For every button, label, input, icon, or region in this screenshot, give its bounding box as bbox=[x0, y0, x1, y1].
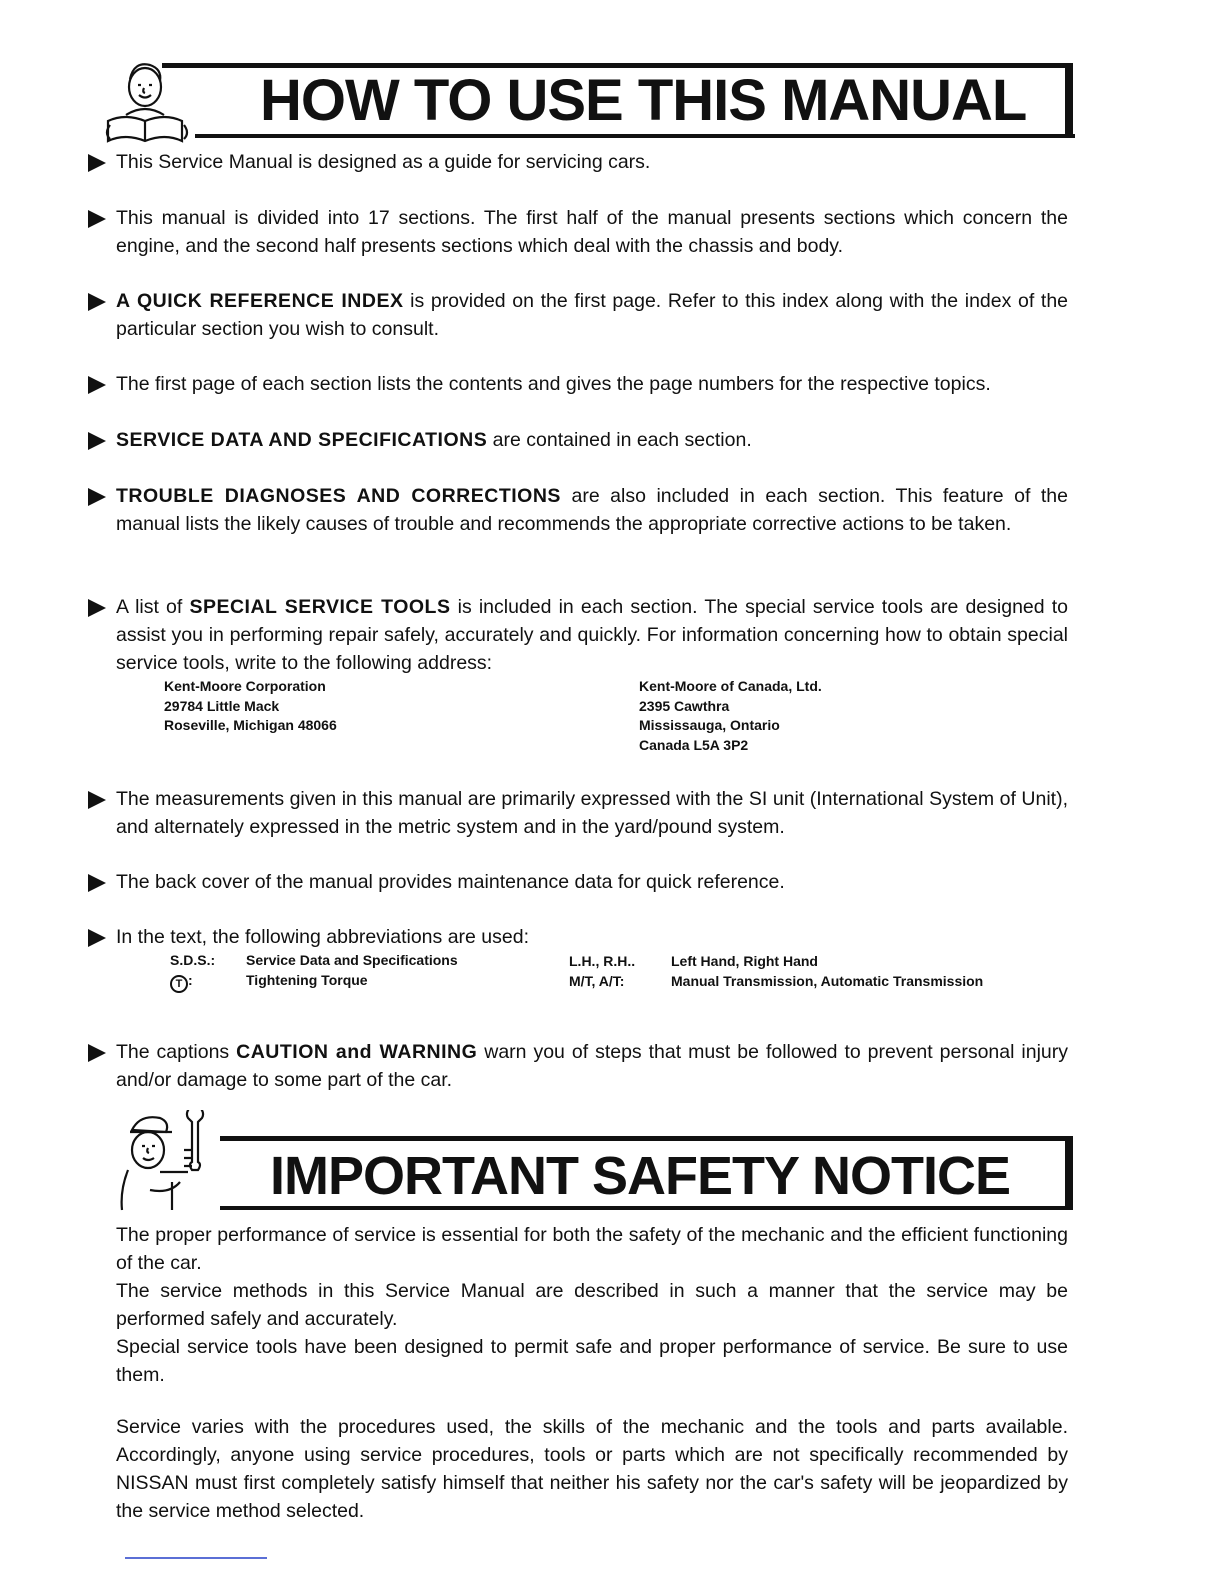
abbr-meaning: Tightening Torque bbox=[246, 972, 368, 988]
bullet-text: are contained in each section. bbox=[487, 429, 752, 451]
safety-notice-header bbox=[110, 1110, 1075, 1220]
tightening-torque-icon: T bbox=[170, 975, 188, 993]
abbr-code: T : bbox=[170, 970, 193, 993]
bullet-text: The first page of each section lists the contents and gives the page numbers for the respective topics. bbox=[116, 373, 991, 395]
bullet-arrow-icon bbox=[88, 432, 106, 450]
how-to-use-header bbox=[100, 55, 1075, 145]
address-line: Kent-Moore Corporation bbox=[164, 678, 326, 694]
page-title: HOW TO USE THIS MANUAL bbox=[260, 68, 1027, 133]
safety-paragraph: The proper performance of service is essential for both the safety of the mechanic and the efficient functioning of the car. bbox=[116, 1224, 1068, 1274]
address-line: Mississauga, Ontario bbox=[639, 717, 780, 733]
bullet-item bbox=[88, 785, 1068, 841]
safety-title: IMPORTANT SAFETY NOTICE bbox=[270, 1146, 1011, 1206]
address-canada bbox=[639, 677, 822, 755]
abbr-meaning: Manual Transmission, Automatic Transmission bbox=[671, 973, 984, 989]
bullet-text: The measurements given in this manual are primarily expressed with the SI unit (International System of Unit), and alternately expressed in the metric system and in the yard/pound system. bbox=[116, 788, 1068, 838]
bullet-item bbox=[88, 923, 1068, 951]
bullet-item bbox=[88, 426, 1068, 454]
address-line: Canada L5A 3P2 bbox=[639, 736, 749, 753]
bullet-lead: SPECIAL SERVICE TOOLS bbox=[189, 596, 451, 618]
address-us bbox=[164, 677, 337, 736]
abbr-meaning: Service Data and Specifications bbox=[246, 952, 458, 968]
safety-paragraph-final bbox=[116, 1413, 1068, 1525]
bullet-arrow-icon bbox=[88, 376, 106, 394]
bullet-arrow-icon bbox=[88, 488, 106, 506]
abbr-code: S.D.S.: bbox=[170, 952, 216, 968]
bullet-arrow-icon bbox=[88, 599, 106, 617]
bullet-item bbox=[88, 593, 1068, 677]
address-line: 2395 Cawthra bbox=[639, 697, 730, 714]
safety-paragraph: Special service tools have been designed to permit safe and proper performance of service. Be sure to use them. bbox=[116, 1336, 1068, 1386]
header-rule-right bbox=[1065, 63, 1073, 138]
bullet-item: The captions CAUTION and WARNING warn you of steps that must be followed to prevent personal injury and/or damage to some part of the car. bbox=[88, 1038, 1068, 1094]
bullet-item bbox=[88, 287, 1068, 343]
safety-paragraph: The service methods in this Service Manual are described in such a manner that the service may be performed safely and accurately. bbox=[116, 1280, 1068, 1330]
bullet-item bbox=[88, 204, 1068, 260]
reading-man-icon bbox=[100, 55, 205, 145]
bullet-lead: TROUBLE DIAGNOSES AND CORRECTIONS bbox=[116, 485, 561, 507]
header-rule-right bbox=[1065, 1136, 1073, 1210]
mechanic-wrench-icon bbox=[110, 1110, 225, 1220]
bullet-arrow-icon bbox=[88, 154, 106, 172]
bullet-lead: A QUICK REFERENCE INDEX bbox=[116, 290, 404, 312]
abbr-meaning: Left Hand, Right Hand bbox=[671, 953, 818, 969]
bullet-arrow-icon bbox=[88, 791, 106, 809]
bullet-arrow-icon bbox=[88, 210, 106, 228]
abbr-code: L.H., R.H.. bbox=[569, 953, 636, 969]
bullet-text: The back cover of the manual provides maintenance data for quick reference. bbox=[116, 871, 785, 893]
bullet-text: This Service Manual is designed as a guide for servicing cars. bbox=[116, 151, 651, 173]
header-rule-bottom bbox=[195, 134, 1075, 138]
bullet-text: This manual is divided into 17 sections. The first half of the manual presents sections which concern the engine, and the second half presents sections which deal with the chassis and body. bbox=[116, 207, 1068, 257]
bullet-text: is provided on the first page. Refer to this index along with the index of the particular section you wish to consult. bbox=[116, 290, 1069, 340]
header-rule-bottom bbox=[220, 1206, 1072, 1210]
bullet-arrow-icon bbox=[88, 929, 106, 947]
caution-label: CAUTION bbox=[236, 1041, 329, 1063]
header-rule-top bbox=[220, 1136, 1072, 1141]
bullet-pre: A list of bbox=[116, 596, 190, 618]
bullet-item bbox=[88, 370, 1068, 398]
bullet-arrow-icon bbox=[88, 1044, 106, 1062]
bullet-item bbox=[88, 482, 1068, 538]
safety-paragraphs bbox=[116, 1221, 1068, 1389]
bullet-pre: The captions bbox=[116, 1041, 237, 1063]
bullet-text: are also included in each section. This feature of the manual lists the likely causes of trouble and recommends the appropriate corrective actions to be taken. bbox=[116, 485, 1068, 535]
bottom-divider bbox=[125, 1557, 267, 1559]
address-line: 29784 Little Mack bbox=[164, 697, 280, 714]
bullet-text: is included in each section. The special service tools are designed to assist you in performing repair safely, accurately and quickly. For information concerning how to obtain special service tools, write to the following address: bbox=[116, 596, 1069, 674]
bullet-text: warn you of steps that must be followed to prevent personal injury and/or damage to some part of the car. bbox=[116, 1041, 1068, 1091]
abbr-code: M/T, A/T: bbox=[569, 973, 625, 989]
safety-paragraph: Service varies with the procedures used, the skills of the mechanic and the tools and parts available. Accordingly, anyone using service procedures, tools or parts which are not specifically recommended by NISSAN must first completely satisfy himself that neither his safety nor the car's safety will be jeopardized by the service method selected. bbox=[116, 1416, 1068, 1522]
bullet-item bbox=[88, 868, 1068, 896]
bullet-text: In the text, the following abbreviations are used: bbox=[116, 926, 530, 948]
bullet-arrow-icon bbox=[88, 874, 106, 892]
address-line: Roseville, Michigan 48066 bbox=[164, 717, 337, 733]
bullet-lead: SERVICE DATA AND SPECIFICATIONS bbox=[116, 429, 488, 451]
bullet-item bbox=[88, 148, 1068, 176]
warning-label: WARNING bbox=[379, 1041, 478, 1063]
address-line: Kent-Moore of Canada, Ltd. bbox=[639, 678, 822, 694]
bullet-arrow-icon bbox=[88, 293, 106, 311]
